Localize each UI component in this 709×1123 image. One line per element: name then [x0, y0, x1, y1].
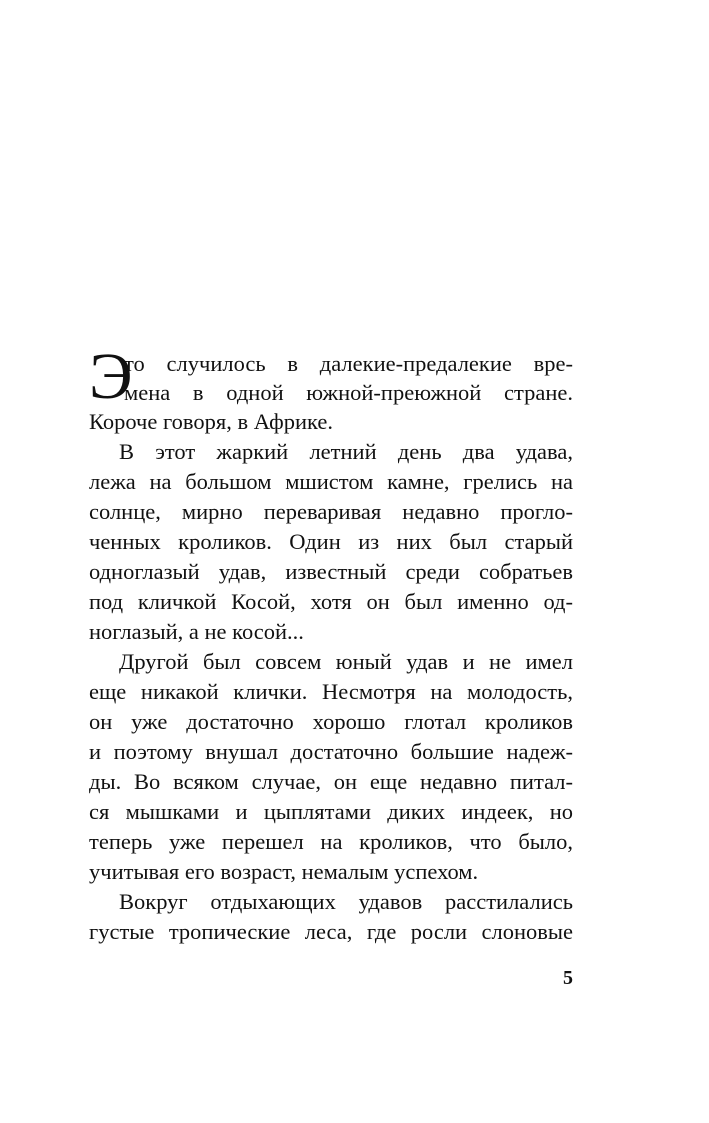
- page-number: 5: [563, 967, 573, 989]
- text-line-15: ды. Во всяком случае, он еще недавно питал-: [89, 769, 573, 794]
- text-line-2: мена в одной южной-преюжной стране.: [124, 380, 573, 405]
- drop-cap: Э: [89, 340, 133, 413]
- text-line-11: Другой был совсем юный удав и не имел: [119, 649, 573, 674]
- text-line-4: В этот жаркий летний день два удава,: [119, 439, 573, 464]
- text-line-6: солнце, мирно переваривая недавно прогло-: [89, 499, 573, 524]
- text-line-16: ся мышками и цыплятами диких индеек, но: [89, 799, 573, 824]
- text-line-8: одноглазый удав, известный среди собратьев: [89, 559, 573, 584]
- text-line-7: ченных кроликов. Один из них был старый: [89, 529, 573, 554]
- text-line-10: ноглазый, а не косой...: [89, 619, 304, 644]
- text-line-20: густые тропические леса, где росли слоновые: [89, 919, 573, 944]
- text-line-18: учитывая его возраст, немалым успехом.: [89, 859, 479, 884]
- text-line-17: теперь уже перешел на кроликов, что было,: [89, 829, 573, 854]
- text-line-9: под кличкой Косой, хотя он был именно од-: [89, 589, 573, 614]
- text-line-19: Вокруг отдыхающих удавов расстилались: [119, 889, 573, 914]
- text-line-14: и поэтому внушал достаточно большие надеж-: [89, 739, 573, 764]
- text-line-12: еще никакой клички. Несмотря на молодость,: [89, 679, 573, 704]
- text-line-5: лежа на большом мшистом камне, грелись на: [89, 469, 573, 494]
- text-line-1: то случилось в далекие-предалекие вре-: [124, 351, 573, 376]
- text-line-13: он уже достаточно хорошо глотал кроликов: [89, 709, 573, 734]
- text-line-3: Короче говоря, в Африке.: [89, 409, 333, 434]
